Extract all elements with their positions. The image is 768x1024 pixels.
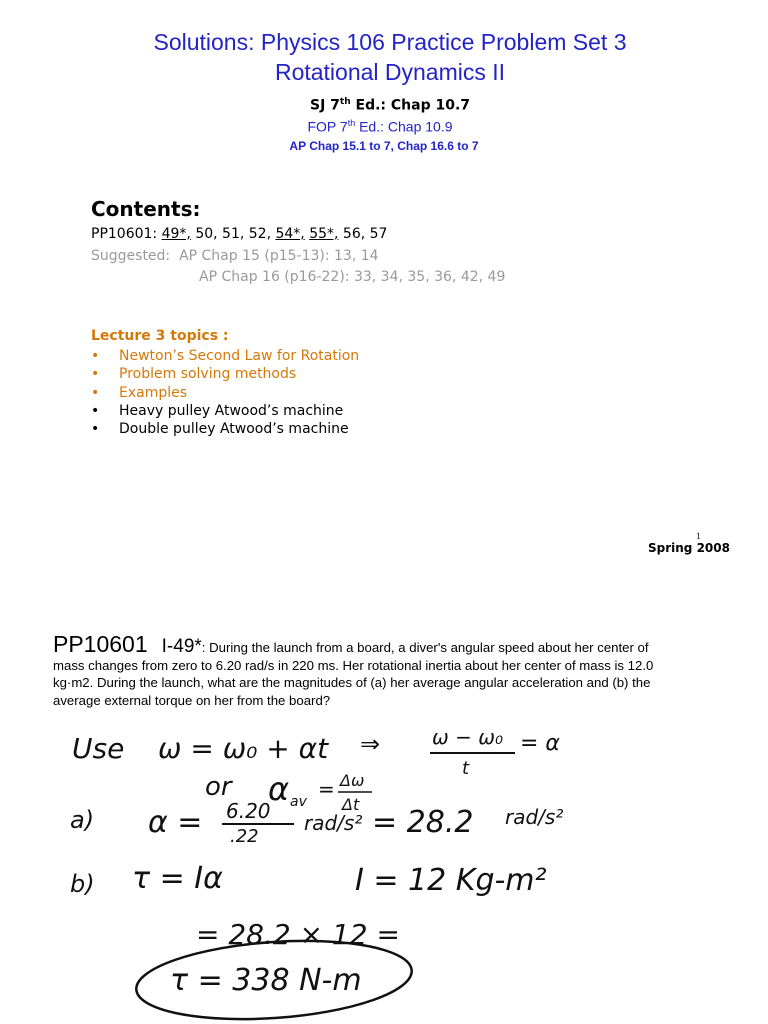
suggested-problems: Suggested: AP Chap 15 (p15-13): 13, 14	[91, 248, 379, 264]
or-label: or	[205, 772, 232, 802]
torque-equation: τ = Iα	[132, 861, 223, 896]
list-item: • Newton’s Second Law for Rotation	[91, 347, 359, 365]
handwritten-solution	[0, 720, 768, 1024]
pp-problem-list: PP10601: 49*, 50, 51, 52, 54*, 55*, 56, 57	[91, 226, 388, 242]
problem-statement: PP10601 I-49*: During the launch from a board, a diver's angular speed about her center of mass changes from zero to 6.20 rad/s in 220 ms. Her rotational inertia about her center of mass is 12.0 kg·m2. During the launch, what are the magnitudes of (a) her average angular acceleration and (b) the average external torque on her from the board?	[53, 631, 654, 708]
contents-heading: Contents:	[91, 197, 201, 221]
list-item: • Double pulley Atwood’s machine	[91, 420, 359, 438]
part-a-label: a)	[70, 806, 95, 834]
problem-link-54[interactable]: 54*,	[275, 226, 305, 242]
alpha-average: α	[268, 770, 290, 808]
sj-reference: SJ 7th Ed.: Chap 10.7	[309, 97, 471, 114]
problem-set-id: PP10601	[53, 631, 148, 657]
part-a-unit-1: rad/s²	[304, 811, 363, 835]
final-torque: τ = 338 N-m	[170, 963, 362, 998]
title-line-1: Solutions: Physics 106 Practice Problem Set 3	[153, 29, 627, 55]
part-a-denominator: .22	[230, 826, 259, 847]
list-item: • Heavy pulley Atwood’s machine	[91, 402, 359, 420]
lecture-topics-heading: Lecture 3 topics :	[91, 328, 229, 344]
page-number: 1	[696, 531, 701, 541]
torque-calculation: = 28.2 × 12 =	[196, 918, 400, 951]
part-a-numerator: 6.20	[226, 799, 271, 823]
equation-1: ω = ω₀ + αt	[158, 732, 329, 765]
fop-reference: FOP 7th Ed.: Chap 10.9	[307, 118, 453, 135]
semester-label: Spring 2008	[648, 541, 730, 555]
part-a-unit-2: rad/s²	[505, 805, 564, 829]
delta-t: Δt	[342, 795, 360, 814]
problem-link-49[interactable]: 49*,	[161, 226, 191, 242]
problem-link-55[interactable]: 55*,	[309, 226, 339, 242]
suggested-problems-line-2: AP Chap 16 (p16-22): 33, 34, 35, 36, 42, 49	[199, 269, 506, 285]
list-item: • Examples	[91, 384, 359, 402]
list-item: • Problem solving methods	[91, 365, 359, 383]
part-a-result: = 28.2	[372, 805, 474, 840]
svg-text:=: =	[318, 777, 335, 801]
lecture-topics-list	[91, 347, 359, 438]
equation-2-numerator: ω − ω₀	[432, 725, 503, 749]
delta-omega: Δω	[340, 771, 365, 790]
implies-arrow: ⇒	[360, 730, 381, 758]
equation-2-denominator: t	[462, 758, 470, 779]
equation-2-rest: = α	[520, 731, 560, 756]
part-b-label: b)	[70, 870, 95, 898]
ap-reference: AP Chap 15.1 to 7, Chap 16.6 to 7	[289, 139, 479, 153]
alpha-average-subscript: av	[290, 794, 307, 810]
problem-number: I-49*	[161, 636, 202, 657]
document-title	[0, 27, 768, 87]
title-line-2: Rotational Dynamics II	[274, 59, 506, 85]
use-label: Use	[72, 732, 125, 765]
inertia-value: I = 12 Kg-m²	[355, 863, 547, 898]
alpha-equals: α =	[148, 805, 203, 840]
